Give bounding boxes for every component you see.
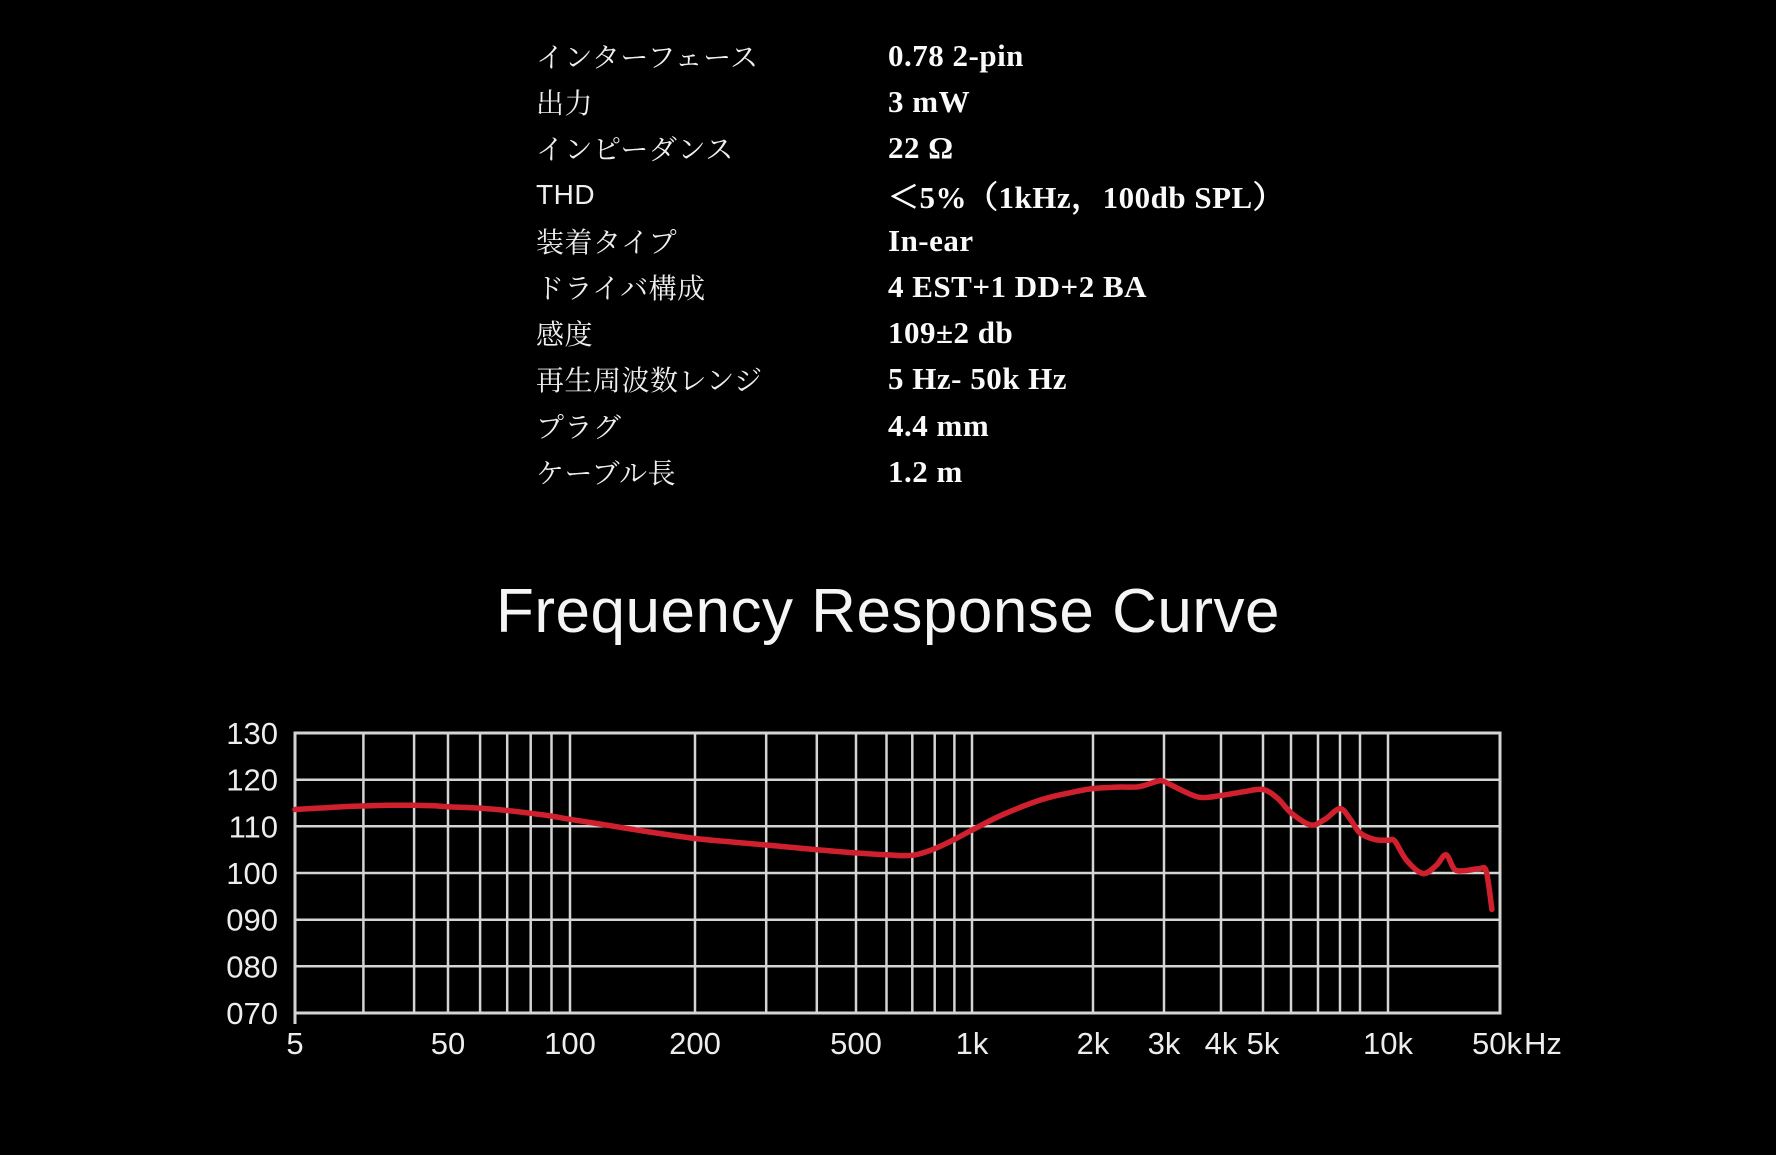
x-tick-label: 200: [669, 1026, 721, 1061]
spec-label: 出力: [536, 88, 594, 120]
spec-label: インターフェース: [536, 42, 759, 74]
spec-label: 装着タイプ: [536, 226, 678, 258]
y-tick-label: 090: [226, 902, 278, 938]
spec-value: 1.2 m: [888, 453, 963, 489]
y-tick-label: 100: [226, 856, 278, 891]
spec-label: インピーダンス: [536, 134, 734, 166]
spec-label: ケーブル長: [536, 457, 676, 489]
x-tick-label: 1k: [955, 1026, 989, 1061]
fr-curve: [295, 780, 1492, 909]
y-tick-label: 080: [226, 949, 278, 985]
x-tick-label: 4k: [1204, 1026, 1238, 1061]
spec-value: 0.78 2-pin: [888, 38, 1024, 74]
y-tick-label: 070: [226, 996, 278, 1031]
chart-title: Frequency Response Curve: [496, 577, 1280, 646]
x-tick-label: 5: [286, 1026, 304, 1061]
spec-label: プラグ: [536, 411, 622, 443]
x-tick-label: 100: [544, 1026, 596, 1061]
x-tick-label: 5k: [1246, 1026, 1280, 1061]
spec-label: ドライバ構成: [536, 273, 706, 305]
spec-value: 4.4 mm: [888, 407, 990, 443]
x-tick-label: 50: [430, 1026, 466, 1061]
spec-label: THD: [536, 178, 596, 210]
spec-label: 感度: [536, 319, 594, 351]
spec-value: ＜5%（1kHz，100db SPL）: [888, 180, 1285, 216]
x-tick-label: 10k: [1363, 1026, 1413, 1061]
spec-value: 109±2 db: [888, 315, 1014, 351]
x-tick-label: 50k: [1472, 1026, 1522, 1061]
spec-value: 4 EST+1 DD+2 BA: [888, 269, 1148, 305]
x-axis-unit: Hz: [1524, 1026, 1562, 1061]
x-tick-label: 2k: [1076, 1026, 1110, 1061]
spec-label: 再生周波数レンジ: [536, 365, 763, 397]
x-tick-label: 500: [830, 1026, 882, 1061]
spec-value: 3 mW: [888, 84, 971, 120]
spec-value: 5 Hz- 50k Hz: [888, 361, 1068, 397]
y-tick-label: 120: [226, 762, 278, 798]
spec-value: 22 Ω: [888, 130, 954, 166]
x-tick-label: 3k: [1147, 1026, 1181, 1061]
y-tick-label: 130: [226, 716, 278, 751]
y-tick-label: 110: [228, 809, 278, 845]
spec-value: In-ear: [888, 222, 974, 258]
